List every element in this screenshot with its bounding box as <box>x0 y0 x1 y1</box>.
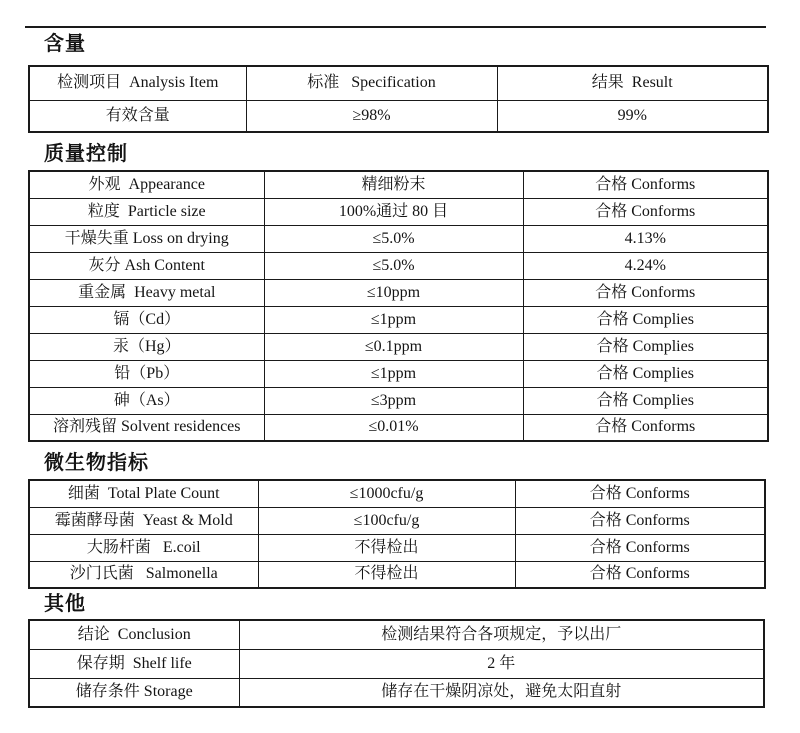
table-row <box>29 649 764 678</box>
table-cell-spec: ≤0.01% <box>264 414 523 441</box>
top-divider-rule <box>25 26 766 28</box>
table-cell-result: 合格 Complies <box>523 360 768 387</box>
table-row <box>29 306 768 333</box>
table-cell-spec: ≤1ppm <box>264 306 523 333</box>
table-cell-result: 99% <box>497 100 768 132</box>
table-row <box>29 507 765 534</box>
table-cell-item: 沙门氏菌 Salmonella <box>29 561 258 588</box>
table-cell-item: 重金属 Heavy metal <box>29 279 264 306</box>
table-row <box>29 252 768 279</box>
table-cell-item: 霉菌酵母菌 Yeast & Mold <box>29 507 258 534</box>
table-cell-value: 检测结果符合各项规定，予以出厂 <box>239 620 764 649</box>
table-row <box>29 279 768 306</box>
table-cell-item: 溶剂残留 Solvent residences <box>29 414 264 441</box>
table-cell-result: 合格 Complies <box>523 333 768 360</box>
table-cell-result: 合格 Conforms <box>515 480 765 507</box>
table-cell-spec: 不得检出 <box>258 561 515 588</box>
table-cell-spec: ≤3ppm <box>264 387 523 414</box>
table-row <box>29 171 768 198</box>
table-cell-result: 合格 Conforms <box>523 198 768 225</box>
table-cell-item: 有效含量 <box>29 100 246 132</box>
table-cell-item: 镉（Cd） <box>29 306 264 333</box>
table-cell-item: 外观 Appearance <box>29 171 264 198</box>
table-cell-spec: ≤5.0% <box>264 252 523 279</box>
table-cell-spec: ≤0.1ppm <box>264 333 523 360</box>
table-cell-spec: ≥98% <box>246 100 497 132</box>
table-row <box>29 360 768 387</box>
section-heading-content: 含量 <box>44 33 86 55</box>
table-header-row <box>29 66 768 100</box>
table-row <box>29 333 768 360</box>
table-row <box>29 480 765 507</box>
table-row <box>29 561 765 588</box>
table-cell-item: 结论 Conclusion <box>29 620 239 649</box>
table-cell-result: 合格 Conforms <box>515 534 765 561</box>
table-cell-spec: ≤100cfu/g <box>258 507 515 534</box>
section-heading-quality-control: 质量控制 <box>44 143 128 165</box>
table-cell-result: 合格 Complies <box>523 387 768 414</box>
table-row <box>29 414 768 441</box>
table-row <box>29 678 764 707</box>
table-cell-spec: 100%通过 80 目 <box>264 198 523 225</box>
table-cell-item: 干燥失重 Loss on drying <box>29 225 264 252</box>
table-cell-value: 2 年 <box>239 649 764 678</box>
quality-control-table <box>28 170 769 442</box>
table-cell-result: 合格 Conforms <box>523 171 768 198</box>
section-heading-microbiological: 微生物指标 <box>44 452 149 474</box>
table-cell-result: 4.13% <box>523 225 768 252</box>
table-cell-spec: ≤10ppm <box>264 279 523 306</box>
section-heading-other: 其他 <box>44 593 86 615</box>
table-row <box>29 534 765 561</box>
table-cell-spec: ≤5.0% <box>264 225 523 252</box>
column-header-result: 结果 Result <box>497 66 768 100</box>
table-row <box>29 387 768 414</box>
table-cell-result: 合格 Conforms <box>515 507 765 534</box>
table-cell-result: 4.24% <box>523 252 768 279</box>
table-cell-item: 粒度 Particle size <box>29 198 264 225</box>
table-cell-item: 铅（Pb） <box>29 360 264 387</box>
table-cell-item: 保存期 Shelf life <box>29 649 239 678</box>
table-cell-spec: 不得检出 <box>258 534 515 561</box>
table-cell-item: 细菌 Total Plate Count <box>29 480 258 507</box>
table-cell-spec: ≤1ppm <box>264 360 523 387</box>
table-cell-item: 汞（Hg） <box>29 333 264 360</box>
table-row <box>29 620 764 649</box>
table-cell-spec: 精细粉末 <box>264 171 523 198</box>
table-cell-item: 砷（As） <box>29 387 264 414</box>
table-cell-value: 储存在干燥阴凉处，避免太阳直射 <box>239 678 764 707</box>
table-cell-result: 合格 Conforms <box>515 561 765 588</box>
column-header-analysis-item: 检测项目 Analysis Item <box>29 66 246 100</box>
content-assay-table <box>28 65 769 133</box>
table-cell-result: 合格 Conforms <box>523 279 768 306</box>
microbiological-table <box>28 479 766 589</box>
table-row <box>29 225 768 252</box>
table-cell-item: 大肠杆菌 E.coil <box>29 534 258 561</box>
table-cell-item: 灰分 Ash Content <box>29 252 264 279</box>
table-row <box>29 100 768 132</box>
table-cell-result: 合格 Complies <box>523 306 768 333</box>
table-cell-spec: ≤1000cfu/g <box>258 480 515 507</box>
table-cell-item: 储存条件 Storage <box>29 678 239 707</box>
table-row <box>29 198 768 225</box>
column-header-specification: 标准 Specification <box>246 66 497 100</box>
table-cell-result: 合格 Conforms <box>523 414 768 441</box>
other-info-table <box>28 619 765 708</box>
